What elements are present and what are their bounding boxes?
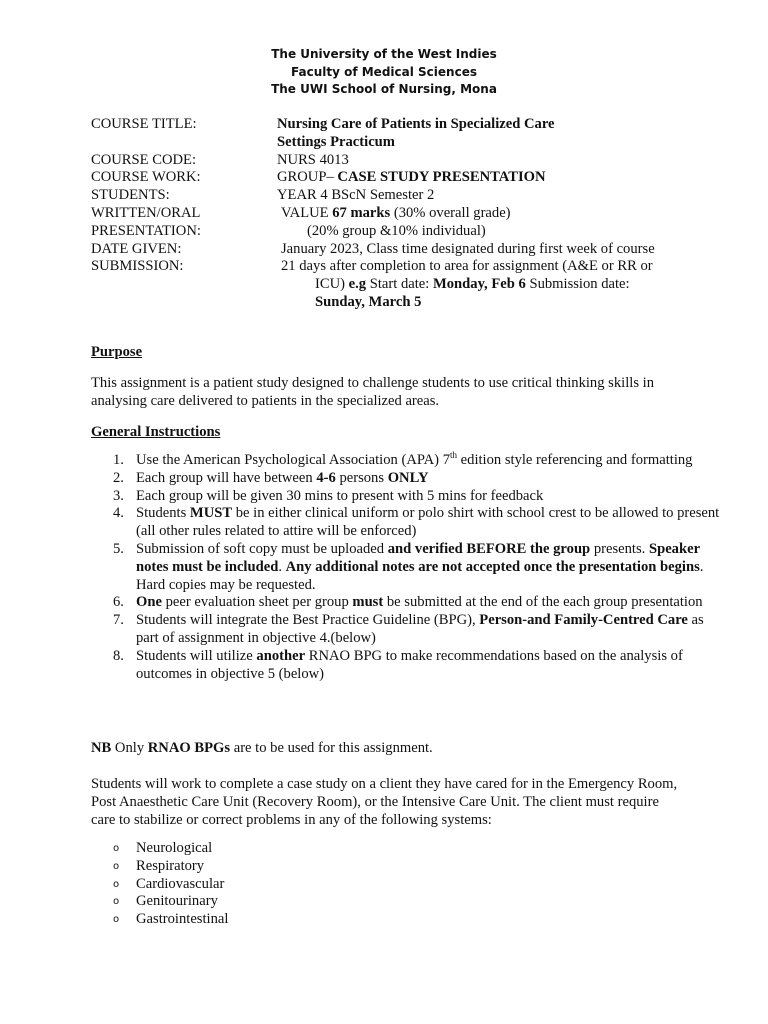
instruction-4-must: MUST	[189, 505, 233, 522]
presentation-split: (20% group &10% individual)	[307, 222, 486, 239]
instruction-5-text-c: .	[278, 558, 286, 575]
instruction-6-must: must	[352, 594, 384, 611]
submission-start-date: Monday, Feb 6	[432, 276, 526, 293]
instruction-6-text: peer evaluation sheet per group	[161, 594, 353, 611]
instruction-6-one: One	[136, 594, 162, 611]
system-item-label: Cardiovascular	[136, 875, 225, 892]
purpose-text: This assignment is a patient study designed to challenge students to use critical thinking skills in analysing care delivered to patients in the specialized areas.	[91, 375, 654, 409]
presentation-row	[91, 223, 691, 241]
course-title-label: COURSE TITLE:	[91, 116, 197, 132]
list-item	[91, 893, 228, 911]
submission-row-2	[91, 276, 691, 294]
nb-text: Only	[111, 740, 148, 756]
instruction-2-text: Each group will have between	[136, 469, 317, 486]
bullet-icon: o	[113, 860, 120, 872]
instruction-7-text-b: as part of assignment in objective 4.(below)	[136, 612, 704, 646]
instruction-5-bold-1: and verified BEFORE the group	[387, 540, 591, 557]
value-row	[91, 205, 691, 223]
instruction-2-range: 4-6	[316, 469, 336, 486]
value-prefix: VALUE	[281, 204, 333, 221]
list-item	[91, 858, 228, 876]
list-item	[91, 876, 228, 894]
list-item	[136, 452, 726, 470]
instruction-1-text: Use the American Psychological Association (APA) 7	[136, 452, 450, 468]
document-header	[0, 46, 768, 99]
date-given-value: January 2023, Class time designated during first week of course	[281, 240, 655, 257]
course-work-prefix: GROUP–	[277, 169, 338, 186]
value-marks: 67 marks	[332, 204, 391, 221]
instruction-5-text-d: . Hard copies may be requested.	[136, 558, 704, 593]
instruction-4-text-b: be in either clinical uniform or polo shirt with school crest to be allowed to present (all other rules related to attire will be enforced)	[136, 505, 720, 540]
instruction-1-sup: th	[450, 450, 458, 461]
instruction-2-text-b: persons	[335, 469, 388, 486]
bullet-icon: o	[113, 878, 120, 890]
instruction-5-text: Submission of soft copy must be uploaded	[136, 540, 388, 557]
course-title-value: Nursing Care of Patients in Specialized Care	[277, 116, 555, 132]
nb-label: NB	[91, 740, 112, 756]
list-item	[136, 505, 726, 541]
instruction-4-text: Students	[136, 505, 190, 522]
instruction-2-only: ONLY	[387, 469, 429, 486]
nb-note	[91, 739, 681, 757]
list-item	[136, 488, 726, 506]
list-item	[136, 612, 726, 648]
students-value: YEAR 4 BScN Semester 2	[277, 187, 435, 204]
course-title-row-2	[91, 134, 691, 152]
list-item	[136, 470, 726, 488]
students-label: STUDENTS:	[91, 187, 170, 204]
system-item-label: Genitourinary	[136, 893, 218, 910]
systems-list	[91, 840, 228, 929]
list-item	[136, 541, 726, 594]
course-work-label: COURSE WORK:	[91, 169, 201, 186]
bullet-icon: o	[113, 843, 120, 854]
written-oral-label: WRITTEN/ORAL	[91, 204, 201, 221]
date-given-label: DATE GIVEN:	[91, 240, 182, 257]
submission-start-label: Start date:	[366, 276, 433, 293]
course-title-row	[91, 116, 691, 134]
nb-text-b: are to be used for this assignment.	[230, 740, 433, 756]
instruction-6-text-b: be submitted at the end of the each group presentation	[383, 594, 703, 611]
submission-row-3	[91, 294, 691, 312]
instructions-list	[91, 452, 726, 683]
submission-value-1: 21 days after completion to area for assignment (A&E or RR or	[281, 258, 653, 275]
system-item-label: Gastrointestinal	[136, 911, 229, 928]
instruction-7-text: Students will integrate the Best Practice Guideline (BPG),	[136, 612, 480, 629]
general-instructions-heading: General Instructions	[91, 424, 221, 440]
school-name: The UWI School of Nursing, Mona	[271, 82, 497, 96]
case-study-text: Students will work to complete a case study on a client they have cared for in the Emergency Room, Post Anaesthetic Care Unit (Recovery Room), or the Intensive Care Unit. The client must require care to stabilize or correct problems in any of the following systems:	[91, 776, 678, 828]
date-given-row	[91, 241, 691, 259]
submission-label: SUBMISSION:	[91, 258, 184, 275]
course-code-row	[91, 152, 691, 170]
course-code-label: COURSE CODE:	[91, 151, 197, 168]
presentation-label: PRESENTATION:	[91, 222, 201, 239]
submission-row	[91, 258, 691, 276]
submission-date: Sunday, March 5	[315, 293, 422, 310]
instruction-5-text-b: presents.	[590, 540, 649, 557]
value-suffix: (30% overall grade)	[390, 204, 511, 221]
system-item-label: Neurological	[136, 840, 213, 856]
course-work-value: CASE STUDY PRESENTATION	[337, 169, 546, 186]
list-item	[136, 594, 726, 612]
students-row	[91, 187, 691, 205]
nb-rnao: RNAO BPGs	[147, 740, 231, 756]
bullet-icon: o	[113, 896, 120, 908]
course-info-block	[91, 116, 691, 312]
instruction-3-text: Each group will be given 30 mins to present with 5 mins for feedback	[136, 487, 544, 504]
system-item-label: Respiratory	[136, 857, 205, 874]
course-code-value: NURS 4013	[277, 151, 349, 168]
purpose-heading: Purpose	[91, 344, 143, 360]
course-work-row	[91, 169, 691, 187]
list-item	[136, 648, 726, 684]
instruction-8-another: another	[256, 647, 306, 664]
instruction-5-bold-3: Any additional notes are not accepted once the presentation begins	[285, 558, 700, 575]
instruction-8-text-b: RNAO BPG to make recommendations based on the analysis of outcomes in objective 5 (below)	[136, 647, 683, 682]
instruction-1-text-b: edition style referencing and formatting	[457, 452, 693, 468]
submission-date-label: Submission date:	[525, 276, 630, 293]
faculty-name: Faculty of Medical Sciences	[291, 64, 477, 79]
list-item	[91, 840, 228, 858]
instruction-7-bpg: Person-and Family-Centred Care	[479, 612, 688, 629]
bullet-icon: o	[113, 914, 120, 926]
instruction-5-bold-2: Speaker notes must be included	[136, 540, 700, 575]
university-name: The University of the West Indies	[271, 47, 497, 61]
instruction-8-text: Students will utilize	[136, 647, 257, 664]
course-title-value-2: Settings Practicum	[277, 133, 395, 150]
list-item	[91, 911, 228, 929]
submission-eg: e.g	[348, 276, 367, 293]
submission-icu: ICU)	[315, 276, 349, 293]
